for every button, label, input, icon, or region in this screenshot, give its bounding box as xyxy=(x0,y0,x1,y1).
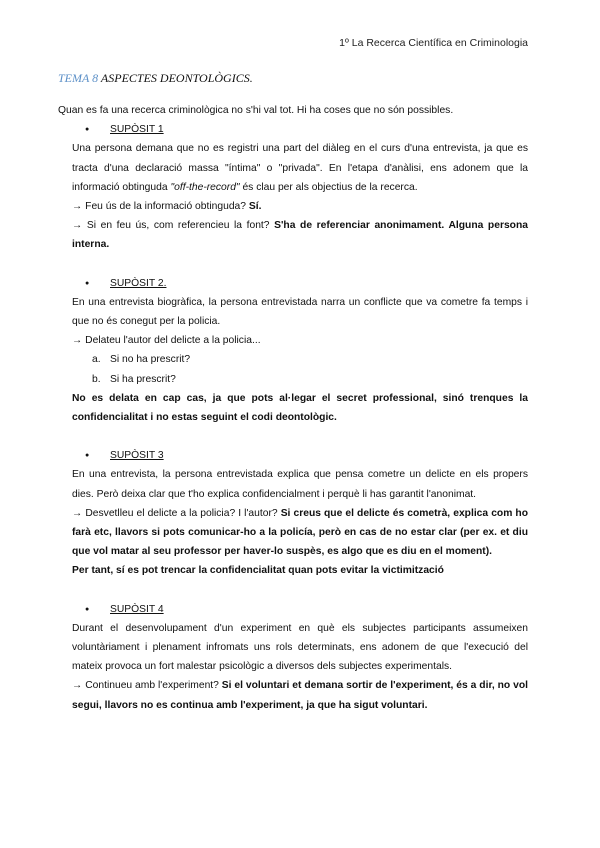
case-2-option-b: b. Si ha prescrit? xyxy=(92,373,176,385)
case-2-heading: ● SUPÒSIT 2. xyxy=(72,274,528,293)
case-1-question-2: → Si en feu ús, com referencieu la font? S'ha de referenciar anonimament. Alguna persona interna. xyxy=(72,220,528,251)
intro-paragraph: Quan es fa una recerca criminològica no s'hi val tot. Hi ha coses que no són possibles. xyxy=(58,105,454,116)
case-4-heading: ● SUPÒSIT 4 xyxy=(72,600,528,619)
case-3-conclusion: Per tant, sí es pot trencar la confidencialitat quan pots evitar la victimització xyxy=(72,565,444,577)
case-1-description: Una persona demana que no es registri una part del diàleg en el curs d'una entrevista, ja que es tracta d'una declaració massa "íntima" o "privada". En l'etapa d'anàlisi, ens adonem que la informació obtinguda "off-the-record" és clau per als objectius de la recerca. xyxy=(72,143,528,193)
case-4-question: → Continueu amb l'experiment? Si el voluntari et demana sortir de l'experiment, és a dir, no vol segui, llavors no es continua amb l'experiment, ja que ha sigut voluntari. xyxy=(72,680,528,711)
case-1-question-1: → Feu ús de la informació obtinguda? Sí. xyxy=(72,201,262,213)
case-2-description: En una entrevista biogràfica, la persona entrevistada narra un conflicte que va cometre fa temps i que no és conegut per la policia. xyxy=(72,296,528,328)
document-body xyxy=(58,101,529,715)
case-2-question: → Delateu l'autor del delicte a la policia... xyxy=(72,335,261,347)
case-1-heading: ● SUPÒSIT 1 xyxy=(72,120,528,139)
case-2-option-a: a. Si no ha prescrit? xyxy=(92,354,191,366)
topic-title: ASPECTES DEONTOLÒGICS. xyxy=(100,71,253,85)
topic-number: TEMA 8 xyxy=(58,71,99,85)
section-title xyxy=(58,71,253,86)
page-header: 1º La Recerca Científica en Criminologia xyxy=(339,37,528,49)
case-4-description: Durant el desenvolupament d'un experiment en què els subjectes participants assumeixen voluntàriament i plenament infromats uns rols determinats, ens adonem de que l'execució del mateix provoca un fort malestar psicològic a diversos dels subjectes experimentals. xyxy=(72,622,528,673)
case-3-description: En una entrevista, la persona entrevistada explica que pensa cometre un delicte en els propers dies. Però deixa clar que t'ho explica confidencialment i perquè li has garantit l'anonimat. xyxy=(72,469,528,500)
case-3-heading: ● SUPÒSIT 3 xyxy=(72,446,528,465)
case-2-answer: No es delata en cap cas, ja que pots al·legar el secret professional, sinó trenques la confidencialitat i no estas seguint el codi deontològic. xyxy=(72,392,528,424)
case-3-question: → Desvetlleu el delicte a la policia? I l'autor? Si creus que el delicte és cometrà, explica com ho farà etc, llavors si pots comunicar-ho a la policía, però en cas de no estar clar (per ex. et diu que vol matar al seu professor per haver-lo suspès, es algo que es diu en el moment). xyxy=(72,507,529,558)
